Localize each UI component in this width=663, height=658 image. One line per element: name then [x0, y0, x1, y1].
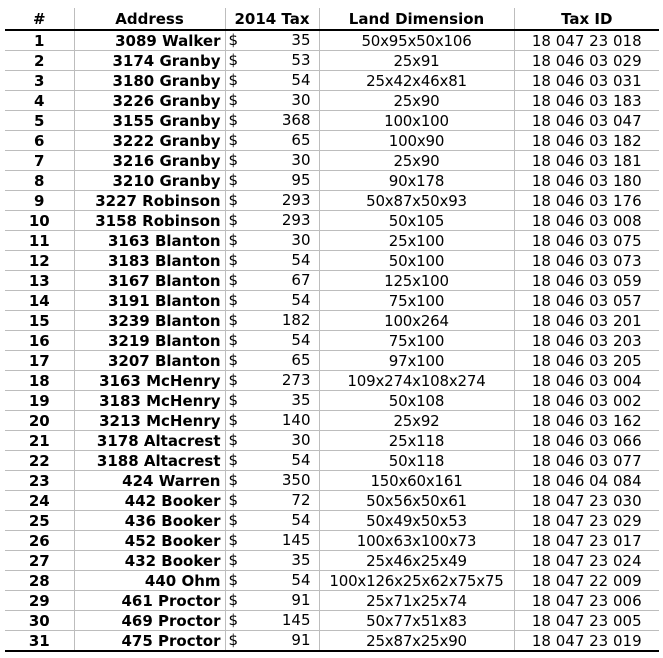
currency-symbol: $: [228, 271, 239, 289]
address-cell: 3089 Walker: [74, 30, 225, 51]
land-dimension-cell: 50x49x50x53: [319, 511, 514, 531]
table-row: [5, 331, 659, 351]
land-dimension-cell: 25x46x25x49: [319, 551, 514, 571]
table-row: [5, 351, 659, 371]
row-number: 20: [5, 411, 74, 431]
tax-amount: 35: [291, 391, 311, 409]
table-row: [5, 51, 659, 71]
tax-cell: [225, 471, 319, 491]
address-cell: 3213 McHenry: [74, 411, 225, 431]
row-number: 24: [5, 491, 74, 511]
table-row: [5, 231, 659, 251]
land-dimension-cell: 25x42x46x81: [319, 71, 514, 91]
address-cell: 3210 Granby: [74, 171, 225, 191]
tax-amount: 182: [281, 311, 311, 329]
tax-amount: 293: [281, 211, 311, 229]
tax-id-cell: 18 047 23 005: [514, 611, 659, 631]
tax-cell: [225, 231, 319, 251]
address-cell: 3163 McHenry: [74, 371, 225, 391]
tax-amount: 53: [291, 51, 311, 69]
tax-cell: [225, 191, 319, 211]
tax-amount: 54: [291, 331, 311, 349]
tax-id-cell: 18 047 23 024: [514, 551, 659, 571]
currency-symbol: $: [228, 91, 239, 109]
row-number: 4: [5, 91, 74, 111]
currency-symbol: $: [228, 171, 239, 189]
row-number: 13: [5, 271, 74, 291]
address-cell: 3180 Granby: [74, 71, 225, 91]
tax-id-cell: 18 046 03 176: [514, 191, 659, 211]
row-number: 23: [5, 471, 74, 491]
tax-id-cell: 18 046 03 047: [514, 111, 659, 131]
row-number: 7: [5, 151, 74, 171]
table-row: [5, 191, 659, 211]
row-number: 29: [5, 591, 74, 611]
address-cell: 3178 Altacrest: [74, 431, 225, 451]
row-number: 8: [5, 171, 74, 191]
tax-cell: [225, 551, 319, 571]
tax-cell: [225, 491, 319, 511]
tax-id-cell: 18 046 03 075: [514, 231, 659, 251]
row-number: 5: [5, 111, 74, 131]
land-dimension-cell: 75x100: [319, 291, 514, 311]
tax-id-cell: 18 046 03 004: [514, 371, 659, 391]
currency-symbol: $: [228, 71, 239, 89]
address-cell: 440 Ohm: [74, 571, 225, 591]
tax-amount: 368: [281, 111, 311, 129]
tax-id-cell: 18 046 03 077: [514, 451, 659, 471]
land-dimension-cell: 100x90: [319, 131, 514, 151]
tax-amount: 54: [291, 571, 311, 589]
tax-id-cell: 18 046 03 031: [514, 71, 659, 91]
row-number: 1: [5, 30, 74, 51]
land-dimension-cell: 90x178: [319, 171, 514, 191]
tax-cell: [225, 30, 319, 51]
currency-symbol: $: [228, 251, 239, 269]
address-cell: 3239 Blanton: [74, 311, 225, 331]
row-number: 12: [5, 251, 74, 271]
table-row: [5, 611, 659, 631]
land-dimension-cell: 100x264: [319, 311, 514, 331]
tax-cell: [225, 511, 319, 531]
table-row: [5, 391, 659, 411]
land-dimension-cell: 100x100: [319, 111, 514, 131]
currency-symbol: $: [228, 591, 239, 609]
table-row: [5, 371, 659, 391]
address-cell: 3227 Robinson: [74, 191, 225, 211]
table-row: [5, 271, 659, 291]
tax-id-cell: 18 046 03 002: [514, 391, 659, 411]
currency-symbol: $: [228, 331, 239, 349]
tax-id-cell: 18 046 03 183: [514, 91, 659, 111]
tax-amount: 30: [291, 431, 311, 449]
currency-symbol: $: [228, 491, 239, 509]
land-dimension-cell: 75x100: [319, 331, 514, 351]
header-num: #: [5, 8, 74, 30]
tax-id-cell: 18 046 03 203: [514, 331, 659, 351]
land-dimension-cell: 109x274x108x274: [319, 371, 514, 391]
tax-cell: [225, 591, 319, 611]
land-dimension-cell: 25x118: [319, 431, 514, 451]
address-cell: 3207 Blanton: [74, 351, 225, 371]
tax-amount: 273: [281, 371, 311, 389]
row-number: 2: [5, 51, 74, 71]
tax-id-cell: 18 046 03 029: [514, 51, 659, 71]
currency-symbol: $: [228, 111, 239, 129]
table-row: [5, 211, 659, 231]
address-cell: 461 Proctor: [74, 591, 225, 611]
table-row: [5, 171, 659, 191]
tax-cell: [225, 171, 319, 191]
address-cell: 3155 Granby: [74, 111, 225, 131]
tax-cell: [225, 331, 319, 351]
tax-cell: [225, 611, 319, 631]
land-dimension-cell: 25x90: [319, 151, 514, 171]
tax-id-cell: 18 046 03 066: [514, 431, 659, 451]
address-cell: 3222 Granby: [74, 131, 225, 151]
table-row: [5, 551, 659, 571]
address-cell: 3219 Blanton: [74, 331, 225, 351]
tax-cell: [225, 131, 319, 151]
table-row: [5, 291, 659, 311]
table-body: [5, 30, 659, 651]
land-dimension-cell: 100x63x100x73: [319, 531, 514, 551]
tax-amount: 293: [281, 191, 311, 209]
tax-id-cell: 18 047 23 017: [514, 531, 659, 551]
currency-symbol: $: [228, 231, 239, 249]
tax-cell: [225, 371, 319, 391]
tax-cell: [225, 271, 319, 291]
tax-amount: 145: [281, 611, 311, 629]
currency-symbol: $: [228, 291, 239, 309]
table-row: [5, 531, 659, 551]
address-cell: 442 Booker: [74, 491, 225, 511]
tax-cell: [225, 531, 319, 551]
row-number: 6: [5, 131, 74, 151]
currency-symbol: $: [228, 411, 239, 429]
tax-cell: [225, 391, 319, 411]
currency-symbol: $: [228, 311, 239, 329]
property-tax-table: [5, 8, 659, 652]
currency-symbol: $: [228, 51, 239, 69]
land-dimension-cell: 50x118: [319, 451, 514, 471]
row-number: 10: [5, 211, 74, 231]
tax-cell: [225, 211, 319, 231]
table-row: [5, 451, 659, 471]
row-number: 16: [5, 331, 74, 351]
tax-id-cell: 18 047 22 009: [514, 571, 659, 591]
land-dimension-cell: 25x71x25x74: [319, 591, 514, 611]
currency-symbol: $: [228, 631, 239, 649]
land-dimension-cell: 50x56x50x61: [319, 491, 514, 511]
tax-cell: [225, 151, 319, 171]
address-cell: 424 Warren: [74, 471, 225, 491]
currency-symbol: $: [228, 391, 239, 409]
land-dimension-cell: 50x100: [319, 251, 514, 271]
row-number: 27: [5, 551, 74, 571]
tax-amount: 65: [291, 131, 311, 149]
currency-symbol: $: [228, 551, 239, 569]
tax-amount: 72: [291, 491, 311, 509]
tax-amount: 350: [281, 471, 311, 489]
land-dimension-cell: 100x126x25x62x75x75: [319, 571, 514, 591]
currency-symbol: $: [228, 611, 239, 629]
address-cell: 475 Proctor: [74, 631, 225, 652]
land-dimension-cell: 50x105: [319, 211, 514, 231]
currency-symbol: $: [228, 471, 239, 489]
currency-symbol: $: [228, 191, 239, 209]
tax-amount: 145: [281, 531, 311, 549]
tax-amount: 91: [291, 591, 311, 609]
address-cell: 3167 Blanton: [74, 271, 225, 291]
land-dimension-cell: 50x87x50x93: [319, 191, 514, 211]
tax-id-cell: 18 046 03 162: [514, 411, 659, 431]
address-cell: 3216 Granby: [74, 151, 225, 171]
currency-symbol: $: [228, 571, 239, 589]
row-number: 19: [5, 391, 74, 411]
tax-amount: 65: [291, 351, 311, 369]
address-cell: 3188 Altacrest: [74, 451, 225, 471]
row-number: 17: [5, 351, 74, 371]
currency-symbol: $: [228, 511, 239, 529]
table-row: [5, 571, 659, 591]
tax-cell: [225, 111, 319, 131]
address-cell: 3163 Blanton: [74, 231, 225, 251]
address-cell: 452 Booker: [74, 531, 225, 551]
table-row: [5, 131, 659, 151]
tax-id-cell: 18 046 03 059: [514, 271, 659, 291]
tax-id-cell: 18 046 03 180: [514, 171, 659, 191]
currency-symbol: $: [228, 351, 239, 369]
tax-cell: [225, 71, 319, 91]
address-cell: 469 Proctor: [74, 611, 225, 631]
land-dimension-cell: 125x100: [319, 271, 514, 291]
address-cell: 3183 McHenry: [74, 391, 225, 411]
land-dimension-cell: 25x87x25x90: [319, 631, 514, 652]
tax-id-cell: 18 046 03 181: [514, 151, 659, 171]
table-row: [5, 431, 659, 451]
tax-id-cell: 18 046 03 057: [514, 291, 659, 311]
tax-amount: 30: [291, 151, 311, 169]
tax-amount: 30: [291, 91, 311, 109]
tax-cell: [225, 431, 319, 451]
tax-id-cell: 18 047 23 030: [514, 491, 659, 511]
tax-amount: 54: [291, 291, 311, 309]
table-row: [5, 151, 659, 171]
row-number: 28: [5, 571, 74, 591]
land-dimension-cell: 50x77x51x83: [319, 611, 514, 631]
table-row: [5, 491, 659, 511]
tax-id-cell: 18 046 03 201: [514, 311, 659, 331]
tax-id-cell: 18 046 03 008: [514, 211, 659, 231]
tax-amount: 54: [291, 251, 311, 269]
currency-symbol: $: [228, 151, 239, 169]
currency-symbol: $: [228, 371, 239, 389]
header-row: [5, 8, 659, 30]
tax-id-cell: 18 046 03 073: [514, 251, 659, 271]
tax-amount: 54: [291, 511, 311, 529]
tax-id-cell: 18 047 23 006: [514, 591, 659, 611]
currency-symbol: $: [228, 131, 239, 149]
tax-id-cell: 18 047 23 029: [514, 511, 659, 531]
tax-cell: [225, 311, 319, 331]
address-cell: 3158 Robinson: [74, 211, 225, 231]
table-row: [5, 91, 659, 111]
table-row: [5, 311, 659, 331]
tax-id-cell: 18 047 23 018: [514, 30, 659, 51]
table-row: [5, 511, 659, 531]
land-dimension-cell: 50x108: [319, 391, 514, 411]
address-cell: 3174 Granby: [74, 51, 225, 71]
row-number: 11: [5, 231, 74, 251]
tax-id-cell: 18 046 04 084: [514, 471, 659, 491]
header-tax: 2014 Tax: [225, 8, 319, 30]
address-cell: 432 Booker: [74, 551, 225, 571]
table-row: [5, 411, 659, 431]
header-tax-id: Tax ID: [514, 8, 659, 30]
table-row: [5, 71, 659, 91]
address-cell: 3226 Granby: [74, 91, 225, 111]
header-land-dimension: Land Dimension: [319, 8, 514, 30]
tax-amount: 35: [291, 31, 311, 49]
address-cell: 436 Booker: [74, 511, 225, 531]
tax-amount: 95: [291, 171, 311, 189]
row-number: 18: [5, 371, 74, 391]
row-number: 31: [5, 631, 74, 652]
tax-amount: 67: [291, 271, 311, 289]
row-number: 22: [5, 451, 74, 471]
header-address: Address: [74, 8, 225, 30]
currency-symbol: $: [228, 31, 239, 49]
land-dimension-cell: 150x60x161: [319, 471, 514, 491]
land-dimension-cell: 25x91: [319, 51, 514, 71]
land-dimension-cell: 25x100: [319, 231, 514, 251]
tax-amount: 54: [291, 71, 311, 89]
tax-cell: [225, 571, 319, 591]
table-row: [5, 631, 659, 652]
property-tax-table-container: [5, 8, 659, 652]
tax-amount: 54: [291, 451, 311, 469]
land-dimension-cell: 25x90: [319, 91, 514, 111]
table-row: [5, 30, 659, 51]
tax-amount: 91: [291, 631, 311, 649]
tax-amount: 30: [291, 231, 311, 249]
row-number: 14: [5, 291, 74, 311]
tax-id-cell: 18 046 03 205: [514, 351, 659, 371]
row-number: 25: [5, 511, 74, 531]
table-row: [5, 251, 659, 271]
row-number: 21: [5, 431, 74, 451]
currency-symbol: $: [228, 451, 239, 469]
tax-id-cell: 18 046 03 182: [514, 131, 659, 151]
address-cell: 3183 Blanton: [74, 251, 225, 271]
row-number: 30: [5, 611, 74, 631]
table-row: [5, 471, 659, 491]
tax-cell: [225, 291, 319, 311]
tax-cell: [225, 451, 319, 471]
currency-symbol: $: [228, 531, 239, 549]
table-row: [5, 591, 659, 611]
address-cell: 3191 Blanton: [74, 291, 225, 311]
currency-symbol: $: [228, 431, 239, 449]
tax-cell: [225, 411, 319, 431]
tax-cell: [225, 251, 319, 271]
row-number: 15: [5, 311, 74, 331]
table-row: [5, 111, 659, 131]
row-number: 9: [5, 191, 74, 211]
row-number: 26: [5, 531, 74, 551]
tax-amount: 140: [281, 411, 311, 429]
tax-cell: [225, 351, 319, 371]
tax-id-cell: 18 047 23 019: [514, 631, 659, 652]
tax-amount: 35: [291, 551, 311, 569]
currency-symbol: $: [228, 211, 239, 229]
land-dimension-cell: 97x100: [319, 351, 514, 371]
tax-cell: [225, 51, 319, 71]
row-number: 3: [5, 71, 74, 91]
tax-cell: [225, 91, 319, 111]
tax-cell: [225, 631, 319, 652]
land-dimension-cell: 50x95x50x106: [319, 30, 514, 51]
land-dimension-cell: 25x92: [319, 411, 514, 431]
